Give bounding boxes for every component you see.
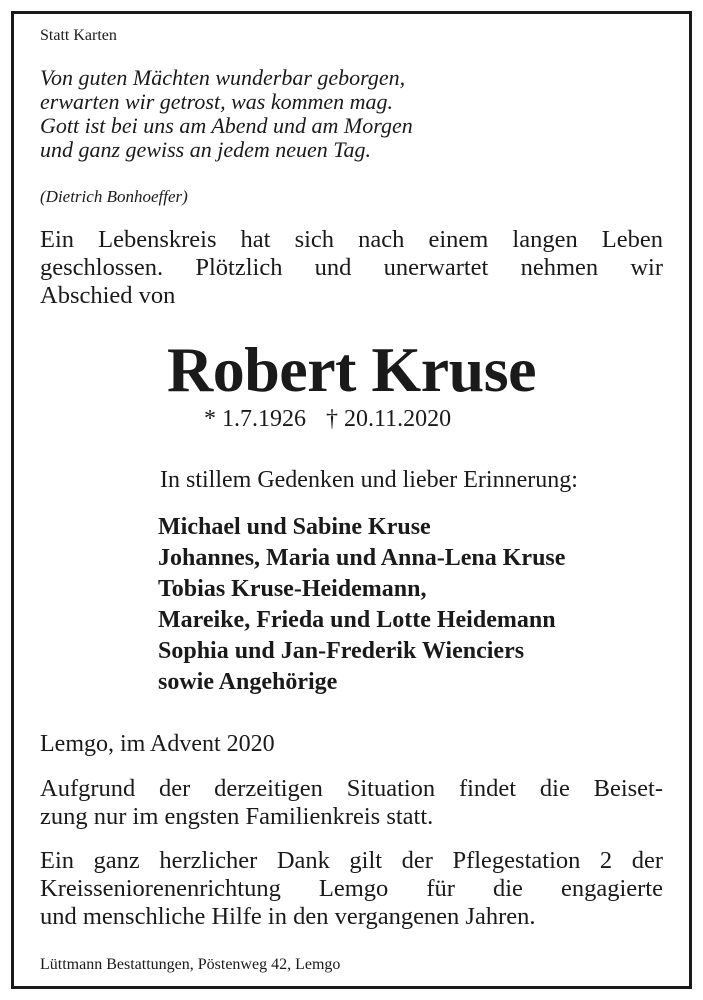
mourner-line: Michael und Sabine Kruse: [158, 514, 431, 540]
funeral-home-footer: Lüttmann Bestattungen, Pöstenweg 42, Lemgo: [40, 956, 341, 973]
poem-line: Gott ist bei uns am Abend und am Morgen: [40, 113, 413, 138]
death-date: † 20.11.2020: [326, 406, 452, 432]
mourner-line: Mareike, Frieda und Lotte Heidemann: [158, 607, 556, 633]
mourner-line: Tobias Kruse-Heidemann,: [158, 576, 427, 602]
place-date: Lemgo, im Advent 2020: [40, 731, 275, 757]
mourner-line: sowie Angehörige: [158, 669, 338, 695]
thanks-note-line: Kreisseniorenenrichtung Lemgo für die engagierte: [40, 875, 663, 902]
intro-line: geschlossen. Plötzlich und unerwartet nehmen wir: [40, 254, 663, 281]
mourners-list: [158, 512, 565, 698]
statt-karten-label: Statt Karten: [40, 27, 117, 44]
poem-line: Von guten Mächten wunderbar geborgen,: [40, 65, 406, 90]
poem-author: (Dietrich Bonhoeffer): [40, 187, 188, 206]
poem: [40, 66, 413, 162]
poem-line: und ganz gewiss an jedem neuen Tag.: [40, 137, 372, 162]
thanks-note: [40, 847, 663, 931]
birth-date: * 1.7.1926: [204, 406, 306, 432]
thanks-note-line: und menschliche Hilfe in den vergangenen Jahren.: [40, 903, 536, 930]
remembrance-line: In stillem Gedenken und lieber Erinnerung:: [160, 467, 578, 493]
life-dates: [204, 404, 451, 434]
thanks-note-line: Ein ganz herzlicher Dank gilt der Pflegestation 2 der: [40, 847, 663, 874]
poem-line: erwarten wir getrost, was kommen mag.: [40, 89, 394, 114]
burial-note-line: zung nur im engsten Familienkreis statt.: [40, 803, 434, 830]
burial-note-line: Aufgrund der derzeitigen Situation findet die Beiset-: [40, 775, 663, 802]
deceased-name: Robert Kruse: [166, 334, 537, 405]
burial-note: [40, 775, 663, 831]
mourner-line: Johannes, Maria und Anna-Lena Kruse: [158, 545, 566, 571]
intro-line: Abschied von: [40, 282, 176, 309]
intro-line: Ein Lebenskreis hat sich nach einem langen Leben: [40, 226, 663, 253]
mourner-line: Sophia und Jan-Frederik Wienciers: [158, 638, 525, 664]
intro-text: [40, 226, 663, 310]
